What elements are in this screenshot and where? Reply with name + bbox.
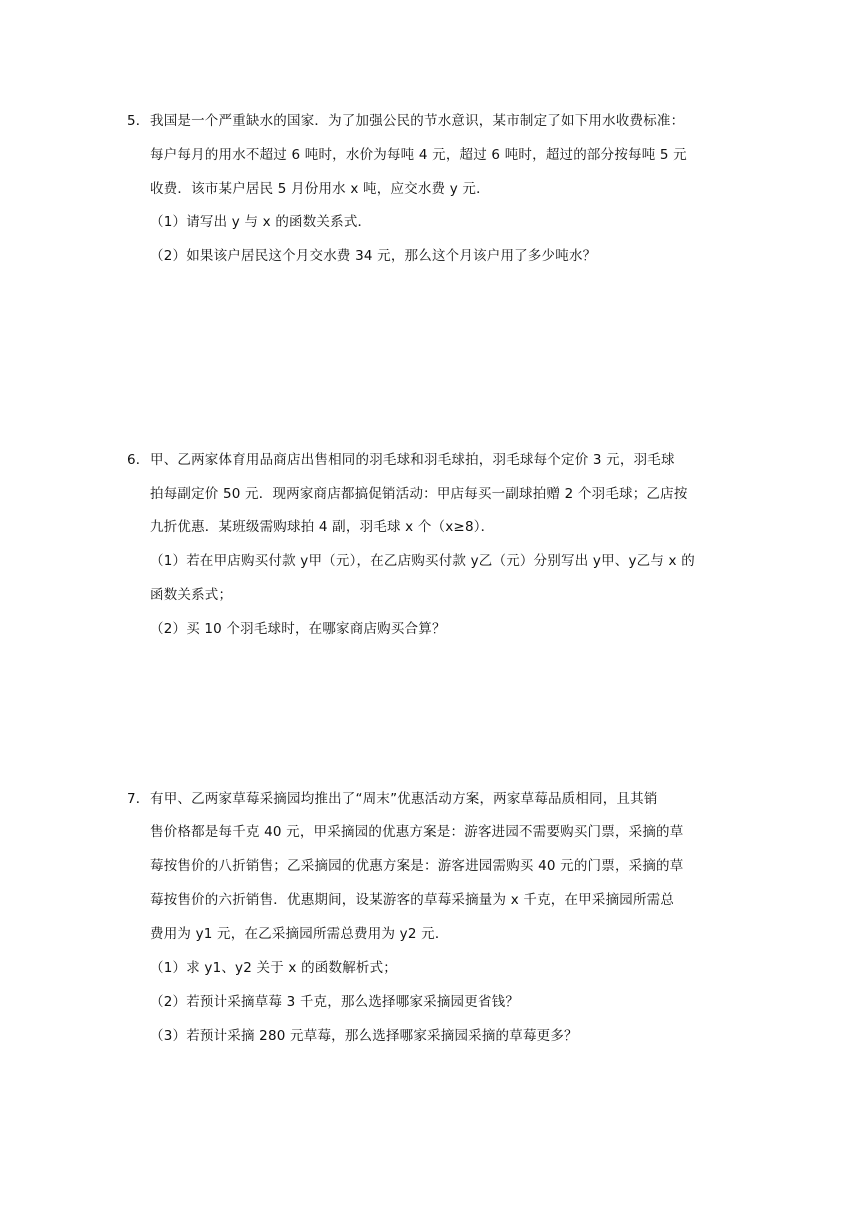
problem-line: 收费．该市某户居民 5 月份用水 x 吨，应交水费 y 元． <box>150 181 490 197</box>
problem-line: 每户每月的用水不超过 6 吨时，水价为每吨 4 元，超过 6 吨时，超过的部分按每吨 5 元 <box>150 147 687 163</box>
problem-number: 7． <box>127 791 150 807</box>
problem-line: 拍每副定价 50 元．现两家商店都搞促销活动：甲店每买一副球拍赠 2 个羽毛球；乙店按 <box>150 486 688 502</box>
problem-line: 有甲、乙两家草莓采摘园均推出了“周末”优惠活动方案，两家草莓品质相同，且其销 <box>150 791 658 807</box>
question-3: （3）若预计采摘 280 元草莓，那么选择哪家采摘园采摘的草莓更多？ <box>150 1028 578 1044</box>
question-2: （2）若预计采摘草莓 3 千克，那么选择哪家采摘园更省钱？ <box>150 994 520 1010</box>
problem-line: 函数关系式； <box>150 587 233 603</box>
problem-line: 费用为 y1 元，在乙采摘园所需总费用为 y2 元． <box>150 926 449 942</box>
problem-line: 甲、乙两家体育用品商店出售相同的羽毛球和羽毛球拍，羽毛球每个定价 3 元，羽毛球 <box>150 452 675 468</box>
problem-line: 九折优惠．某班级需购球拍 4 副，羽毛球 x 个（x≥8）． <box>150 519 495 535</box>
question-2: （2）买 10 个羽毛球时，在哪家商店购买合算？ <box>150 621 446 637</box>
question-2: （2）如果该户居民这个月交水费 34 元，那么这个月该户用了多少吨水？ <box>150 248 597 264</box>
problem-number: 6． <box>127 452 150 468</box>
problem-line: 莓按售价的八折销售；乙采摘园的优惠方案是：游客进园需购买 40 元的门票，采摘的草 <box>150 858 684 874</box>
question-1: （1）求 y1、y2 关于 x 的函数解析式； <box>150 960 397 976</box>
problem-line: 我国是一个严重缺水的国家．为了加强公民的节水意识，某市制定了如下用水收费标准： <box>150 113 685 129</box>
problem-line: 莓按售价的六折销售．优惠期间，设某游客的草莓采摘量为 x 千克，在甲采摘园所需总 <box>150 892 675 908</box>
problem-line: 售价格都是每千克 40 元，甲采摘园的优惠方案是：游客进园不需要购买门票，采摘的草 <box>150 824 684 840</box>
question-1: （1）请写出 y 与 x 的函数关系式． <box>150 214 372 230</box>
question-1: （1）若在甲店购买付款 y甲（元），在乙店购买付款 y乙（元）分别写出 y甲、y乙与 x 的 <box>150 553 695 569</box>
problem-number: 5． <box>127 113 150 129</box>
